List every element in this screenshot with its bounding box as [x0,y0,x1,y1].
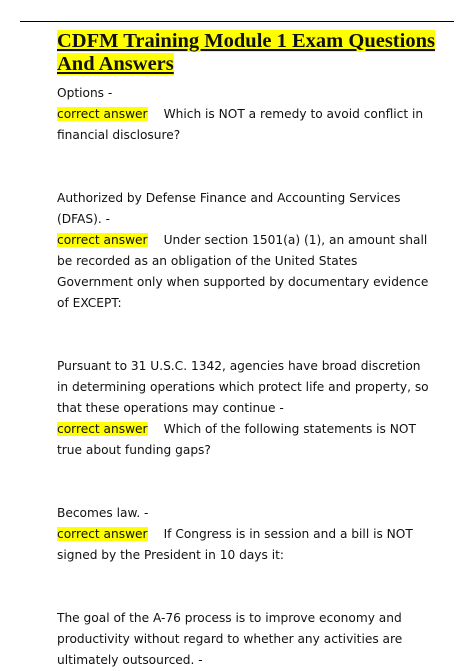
correct-answer-tag: correct answer [57,422,148,436]
qa-entry-5 [57,608,429,671]
question-text: Which is NOT a remedy to avoid conflict in financial disclosure? [57,107,424,142]
qa-entry-3 [57,356,429,461]
top-rule [20,21,454,22]
qa-entry-4 [57,503,429,566]
correct-answer-tag: correct answer [57,107,148,121]
question-text: Under section 1501(a) (1), an amount shall be recorded as an obligation of the United States Government only when supported by documentary evidence of EXCEPT: [57,233,429,310]
answer-text: Pursuant to 31 U.S.C. 1342, agencies have broad discretion in determining operations which protect life and property, so that these operations may continue - [57,359,429,415]
spacer [57,566,429,608]
correct-answer-tag: correct answer [57,233,148,247]
correct-answer-tag: correct answer [57,527,148,541]
qa-entry-1 [57,83,429,146]
qa-entry-2 [57,188,429,314]
document-title-text: CDFM Training Module 1 Exam Questions And Answers [57,30,435,75]
answer-text: Authorized by Defense Finance and Accounting Services (DFAS). - [57,191,401,226]
question-text: If Congress is in session and a bill is NOT signed by the President in 10 days it: [57,527,413,562]
document-title [57,30,437,76]
answer-text: Options - [57,86,113,100]
answer-text: Becomes law. - [57,506,149,520]
question-text: Which of the following statements is NOT true about funding gaps? [57,422,416,457]
spacer [57,461,429,503]
spacer [57,314,429,356]
spacer [57,146,429,188]
qa-list [57,83,429,671]
answer-text: The goal of the A-76 process is to improve economy and productivity without regard to whether any activities are ultimately outsourced. - [57,611,403,667]
